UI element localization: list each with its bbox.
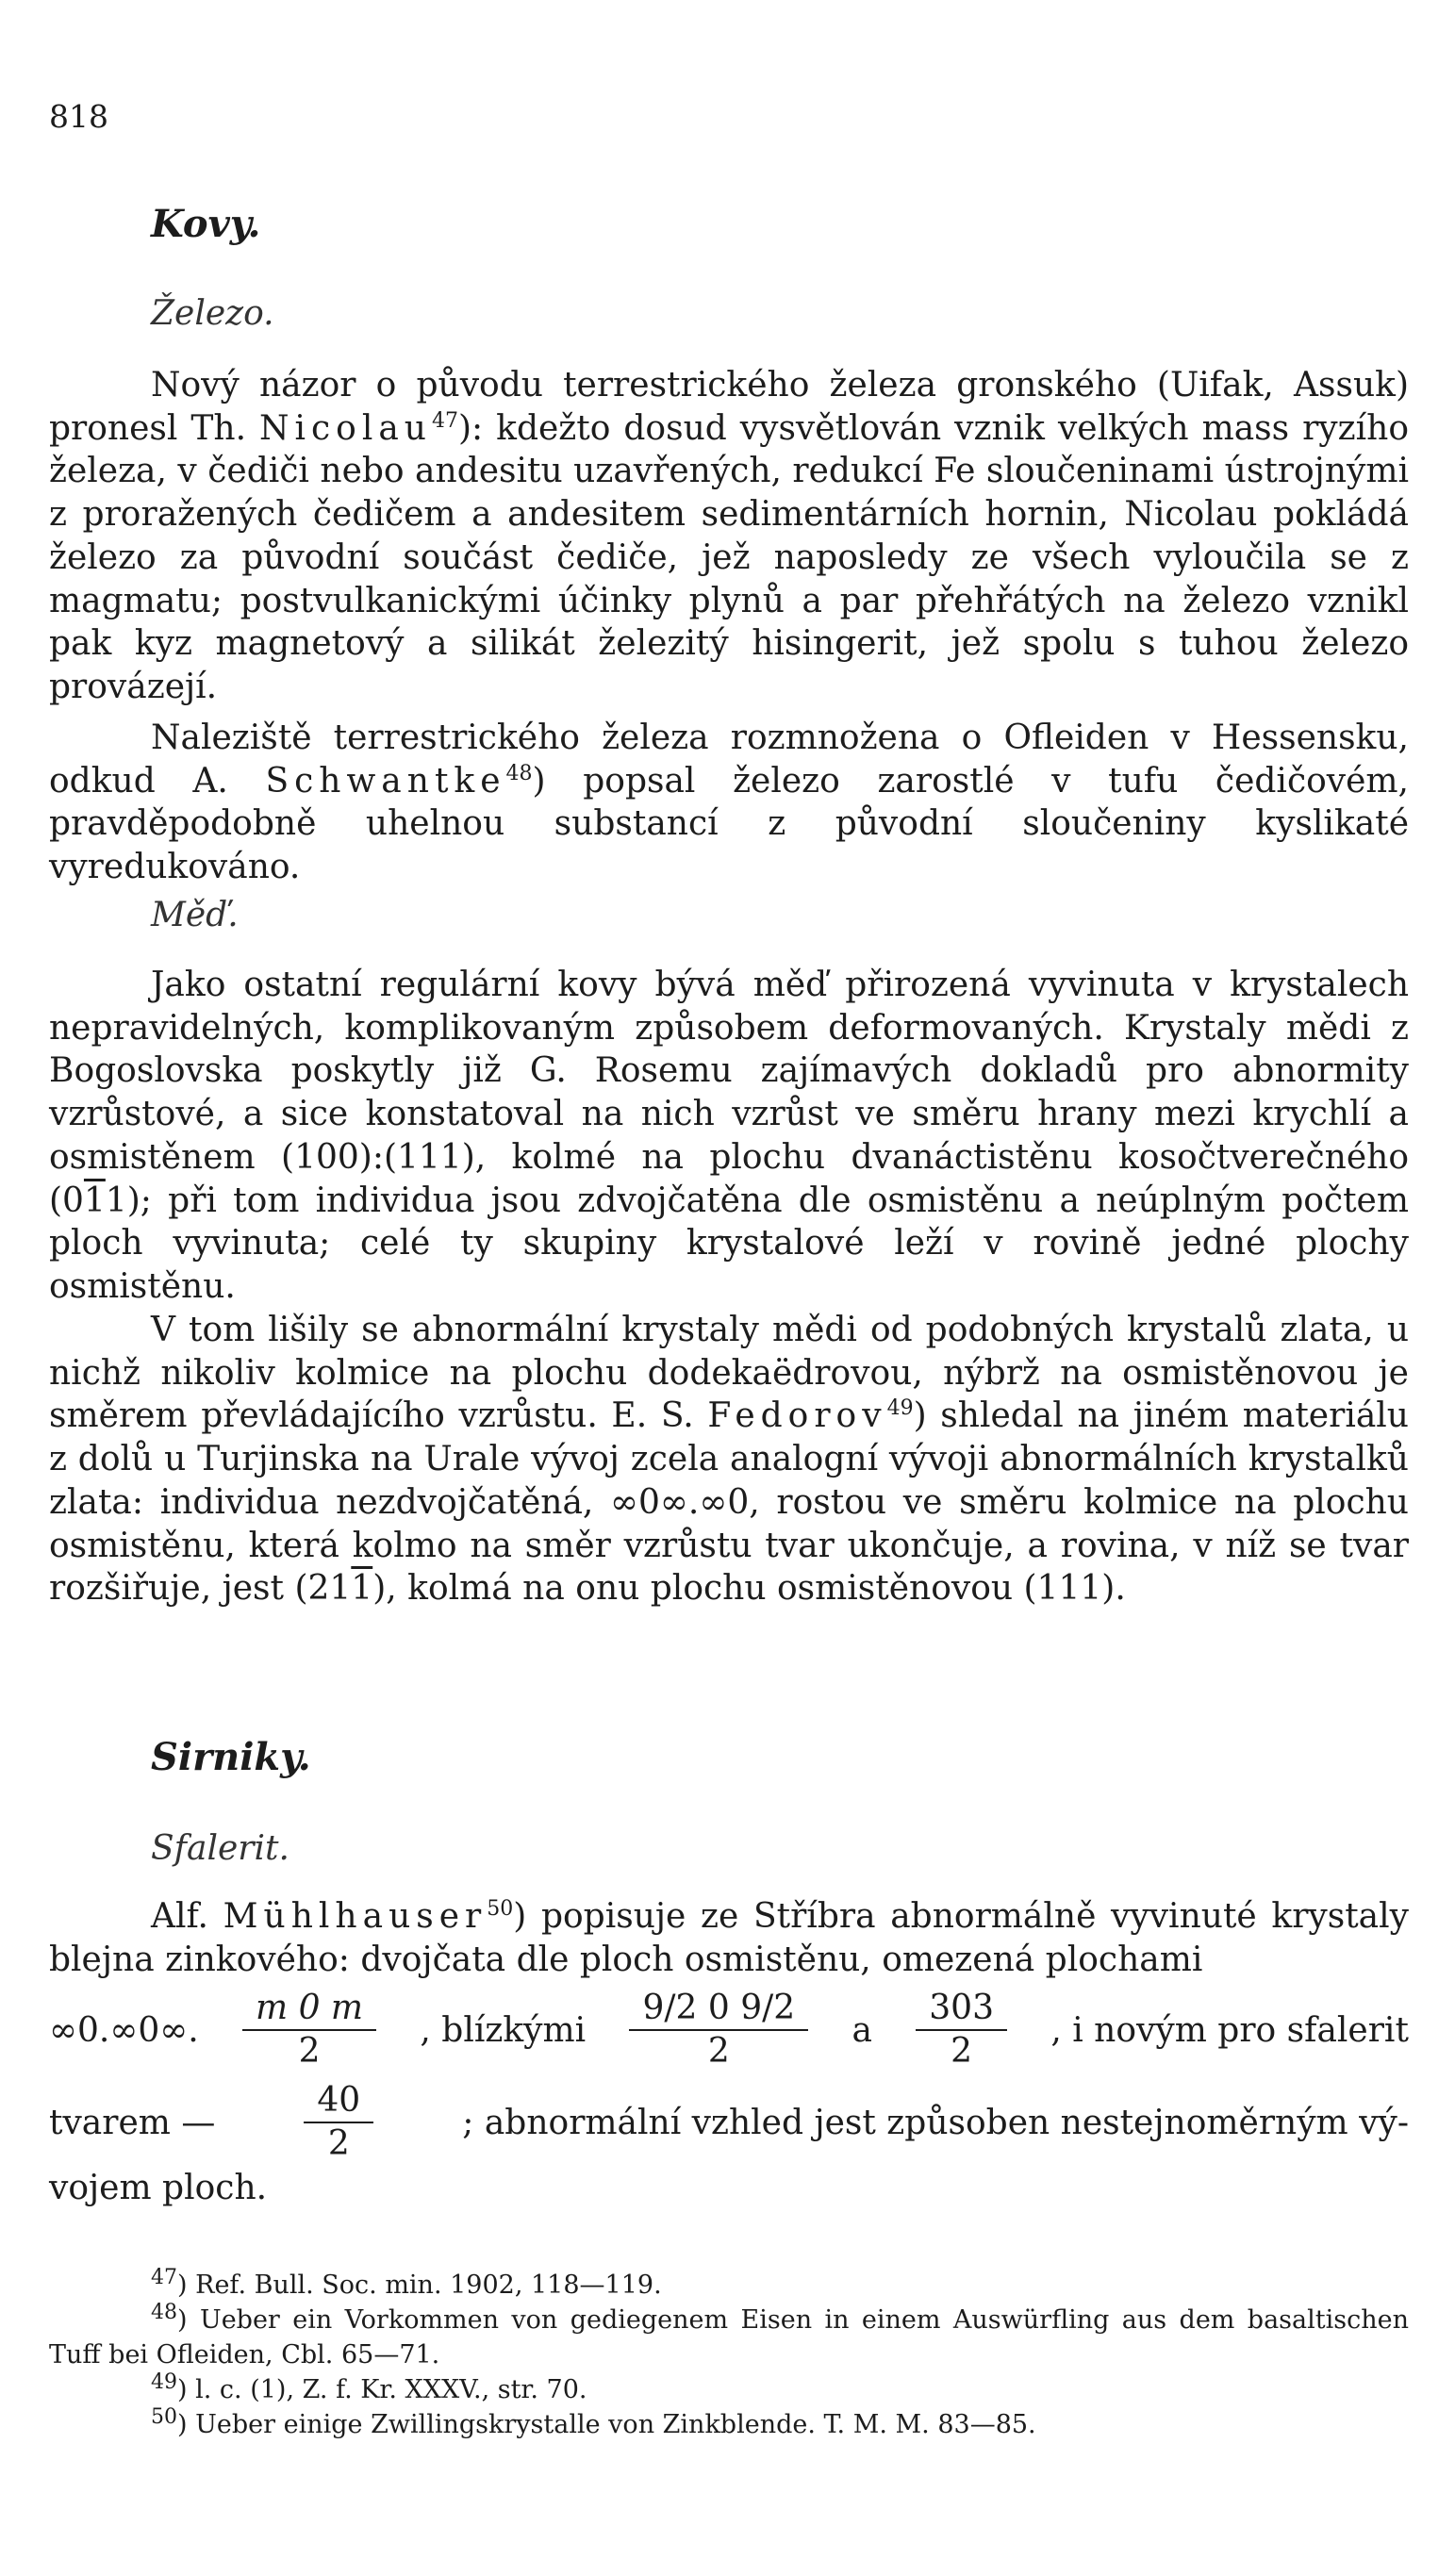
formula-line-2 xyxy=(49,2080,1409,2165)
footnote-mark: 47 xyxy=(151,2266,177,2289)
author-name: Fedorov xyxy=(707,1396,887,1436)
overlined-index: 1 xyxy=(83,1181,106,1220)
footnote-mark: 48 xyxy=(151,2301,177,2324)
footnote xyxy=(49,2303,1409,2372)
text: ) shledal na jiném materiálu z dolů u Turjinska na Urale vývoj zcela analogní vývoji abnormálních krystalků zlata: individua nezdvojčatěná, ∞0∞.∞0, rostou ve směru kolmice na plochu osmistěnu, která kolmo na směr vzrůstu tvar ukončuje, a rovina, v níž se tvar rozšiřuje, jest (21 xyxy=(49,1396,1409,1609)
fraction-numerator: 303 xyxy=(916,1988,1007,2031)
text: Naleziště terrestrického železa rozmnožena o Ofleiden v Hessensku, odkud A. xyxy=(49,718,1409,801)
footnote-ref: 47 xyxy=(432,408,458,433)
overlined-index: 1 xyxy=(351,1569,373,1609)
heading-zelezo: Železo. xyxy=(151,294,274,333)
formula-text: ∞0.∞0∞. xyxy=(49,2010,199,2050)
formula-text: , blízkými xyxy=(420,2010,587,2050)
fraction-denominator: 2 xyxy=(298,2032,321,2071)
text: V tom lišily se abnormální krystaly mědi od podobných krystalů zlata, u nichž nikoliv kolmice na plochu dodekaëdrovou, nýbrž na osmistěnovou je směrem převládajícího vzrůstu. E. S. xyxy=(49,1311,1409,1436)
fraction xyxy=(916,1988,1007,2072)
paragraph-med-1 xyxy=(49,964,1409,1309)
fraction-denominator: 2 xyxy=(951,2032,973,2071)
formula-line-1 xyxy=(49,1988,1409,2072)
text: Alf. xyxy=(151,1897,223,1936)
formula-text: tvarem — xyxy=(49,2103,216,2142)
formula-text: ; abnormální vzhled jest způsoben nestejnoměrným vý- xyxy=(462,2103,1409,2142)
paragraph-sfalerit-end: vojem ploch. xyxy=(49,2169,268,2207)
paragraph-med-2 xyxy=(49,1309,1409,1610)
footnote xyxy=(49,2268,1409,2303)
text: ) popsal železo zarostlé v tufu čedičovém, pravděpodobně uhelnou substancí z původní sloučeniny kyslikaté vyredukováno. xyxy=(49,761,1410,887)
page-number: 818 xyxy=(49,98,108,135)
author-name: Mühlhauser xyxy=(223,1897,488,1936)
footnote-ref: 50 xyxy=(487,1897,514,1921)
fraction xyxy=(629,1988,808,2072)
heading-sfalerit: Sfalerit. xyxy=(151,1829,289,1868)
footnote-text: ) Ref. Bull. Soc. min. 1902, 118—119. xyxy=(177,2271,662,2300)
heading-sirniky: Sirniky. xyxy=(151,1735,311,1779)
heading-med: Měď. xyxy=(151,896,239,934)
heading-kovy: Kovy. xyxy=(151,202,261,246)
footnote xyxy=(49,2407,1409,2442)
text: Jako ostatní regulární kovy bývá měď přirozená vyvinuta v krystalech nepravidelných, komplikovaným způsobem deformovaných. Krystaly mědi z Bogoslovska poskytly již G. Rosemu zajímavých dokladů pro abnormity vzrůstové, a sice konstatoval na nich vzrůst ve směru hrany mezi krychlí a osmistěnem (100):(111), kolmé na plochu dvanáctistěnu kosočtverečného (0 xyxy=(49,966,1409,1220)
footnote-ref: 48 xyxy=(505,761,533,785)
formula-text: a xyxy=(852,2010,872,2050)
fraction xyxy=(242,1988,376,2072)
fraction-denominator: 2 xyxy=(327,2124,350,2163)
footnote-mark: 49 xyxy=(151,2370,177,2394)
fraction-numerator: 9/2 0 9/2 xyxy=(629,1988,808,2031)
fraction-numerator: 40 xyxy=(304,2080,373,2123)
text: ), kolmá na onu plochu osmistěnovou (111). xyxy=(372,1569,1126,1609)
paragraph-sfalerit xyxy=(49,1895,1409,1981)
text: 1); při tom individua jsou zdvojčatěna dle osmistěnu a neúplným počtem ploch vyvinuta; celé ty skupiny krystalové leží v rovině jedné plochy osmistěnu. xyxy=(49,1181,1409,1306)
text: Nový názor o původu terrestrického železa gronského (Uifak, Assuk) pronesl Th. xyxy=(49,366,1409,448)
fraction xyxy=(304,2080,373,2165)
footnotes xyxy=(49,2268,1409,2442)
footnote xyxy=(49,2372,1409,2407)
author-name: Schwantke xyxy=(265,761,506,801)
author-name: Nicolau xyxy=(258,408,432,448)
footnote-text: ) l. c. (1), Z. f. Kr. XXXV., str. 70. xyxy=(177,2375,587,2404)
footnote-text: ) Ueber einige Zwillingskrystalle von Zinkblende. T. M. M. 83—85. xyxy=(177,2410,1036,2439)
footnote-mark: 50 xyxy=(151,2405,177,2429)
text: ): kdežto dosud vysvětlován vznik velkých mass ryzího železa, v čediči nebo andesitu uzavřených, redukcí Fe sloučeninami ústrojnými z proražených čedičem a andesitem sedimentárních hornin, Nicolau pokládá železo za původní součást čediče, jež naposledy ze všech vyloučila se z magmatu; postvulkanickými účinky plynů a par přehřátých na železo vznikl pak kyz magnetový a silikát železitý hisingerit, jež spolu s tuhou železo provázejí. xyxy=(49,408,1409,706)
paragraph-zelezo-2 xyxy=(49,717,1409,889)
formula-text: , i novým pro sfalerit xyxy=(1050,2010,1409,2050)
fraction-denominator: 2 xyxy=(707,2032,730,2071)
paragraph-zelezo-1 xyxy=(49,364,1409,709)
footnote-text: ) Ueber ein Vorkommen von gediegenem Eisen in einem Auswürfling aus dem basaltischen Tuff bei Ofleiden, Cbl. 65—71. xyxy=(49,2305,1409,2370)
footnote-ref: 49 xyxy=(886,1396,914,1421)
text: ) popisuje ze Stříbra abnormálně vyvinuté krystaly blejna zinkového: dvojčata dle ploch osmistěnu, omezená plochami xyxy=(49,1897,1409,1979)
fraction-numerator: m 0 m xyxy=(242,1988,376,2031)
